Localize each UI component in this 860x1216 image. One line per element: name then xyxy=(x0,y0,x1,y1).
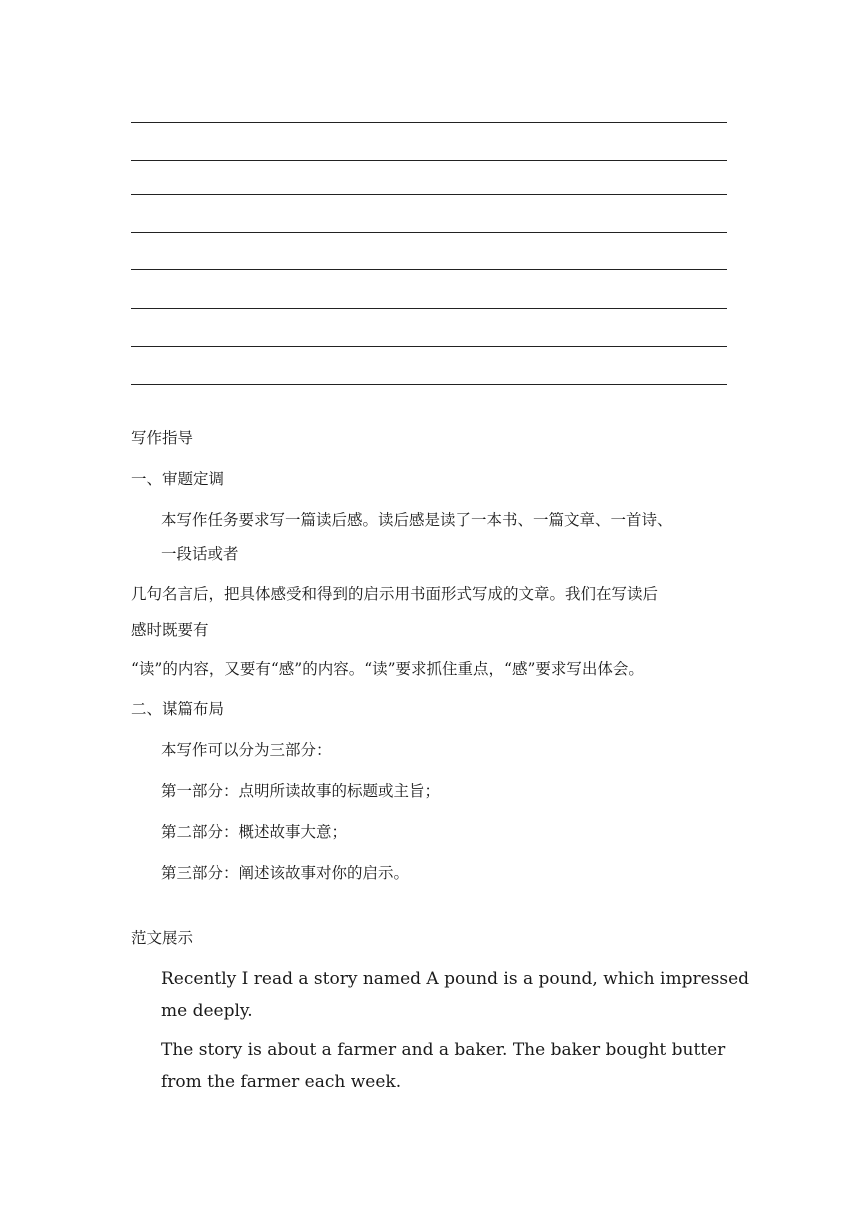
writing-line-3[interactable] xyxy=(131,194,727,195)
section2-title: 二、谋篇布局 xyxy=(131,700,225,718)
section1-para-line1: 本写作任务要求写一篇读后感。读后感是读了一本书、一篇文章、一首诗、 xyxy=(161,511,673,529)
sample-p1-line1: Recently I read a story named A pound is a pound, which impressed xyxy=(161,969,750,989)
section2-part-2: 第二部分：概述故事大意； xyxy=(161,823,348,841)
sample-p1-line2: me deeply. xyxy=(161,1001,253,1021)
section2-intro: 本写作可以分为三部分： xyxy=(161,741,332,759)
section1-title: 一、审题定调 xyxy=(131,470,225,488)
writing-line-1[interactable] xyxy=(131,122,727,123)
sample-p2-line1: The story is about a farmer and a baker. The baker bought butter xyxy=(161,1040,726,1060)
writing-line-8[interactable] xyxy=(131,384,727,385)
section1-para-line3: 几句名言后，把具体感受和得到的启示用书面形式写成的文章。我们在写读后 xyxy=(131,585,659,603)
writing-line-5[interactable] xyxy=(131,269,727,270)
writing-line-4[interactable] xyxy=(131,232,727,233)
writing-line-6[interactable] xyxy=(131,308,727,309)
section2-part-3: 第三部分：阐述该故事对你的启示。 xyxy=(161,864,410,882)
sample-heading: 范文展示 xyxy=(131,929,194,947)
section2-part-1: 第一部分：点明所读故事的标题或主旨； xyxy=(161,782,441,800)
writing-line-2[interactable] xyxy=(131,160,727,161)
writing-line-7[interactable] xyxy=(131,346,727,347)
section1-para-line2: 一段话或者 xyxy=(161,545,239,563)
section1-para-line5: “读”的内容，又要有“感”的内容。“读”要求抓住重点，“感”要求写出体会。 xyxy=(131,660,644,678)
section1-para-line4: 感时既要有 xyxy=(131,621,209,639)
sample-p2-line2: from the farmer each week. xyxy=(161,1072,402,1092)
writing-guide-heading: 写作指导 xyxy=(131,429,194,447)
